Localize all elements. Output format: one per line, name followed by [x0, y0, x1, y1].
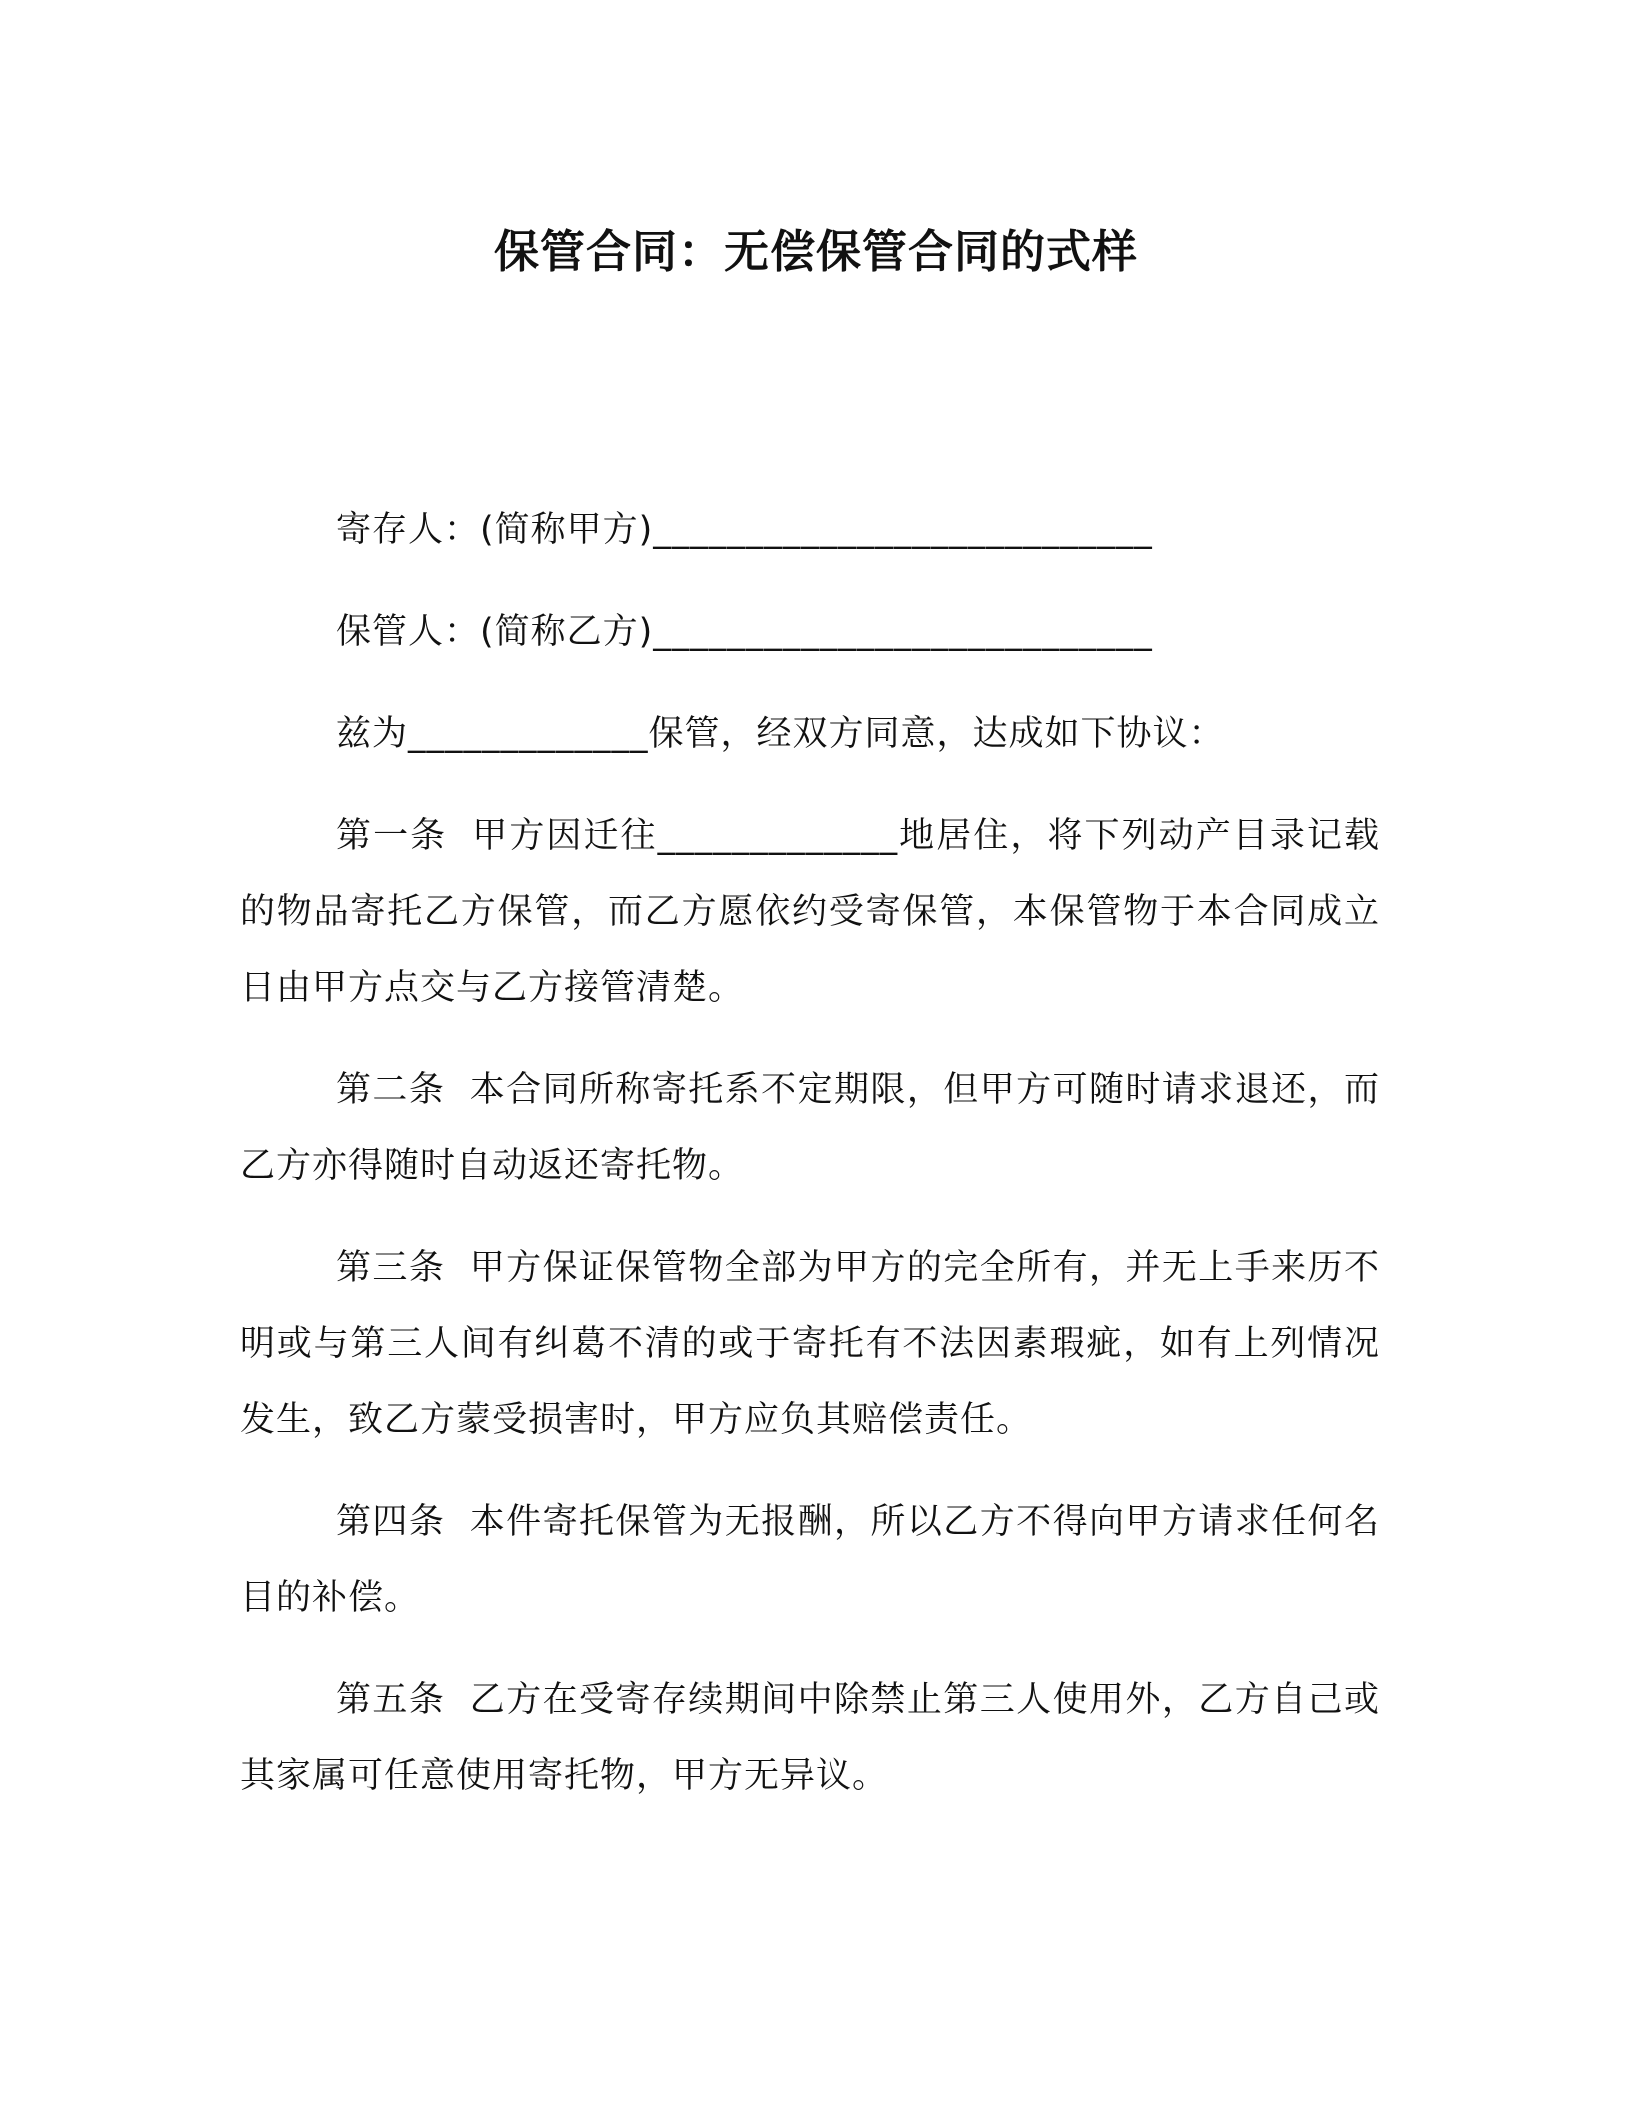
article-4	[240, 1484, 1380, 1636]
party-b-line: 保管人：(简称乙方)___________________________	[336, 612, 1153, 652]
article-1-label: 第一条	[336, 816, 448, 856]
article-5-label: 第五条	[336, 1680, 446, 1720]
article-1	[240, 798, 1380, 1026]
article-2-text: 本合同所称寄托系不定期限，但甲方可随时请求退还，而乙方亦得随时自动返还寄托物。	[240, 1070, 1380, 1186]
party-a-line: 寄存人：(简称甲方)___________________________	[336, 510, 1153, 550]
article-1-text: 甲方因迁往_____________地居住，将下列动产目录记载的物品寄托乙方保管，而乙方愿依约受寄保管，本保管物于本合同成立日由甲方点交与乙方接管清楚。	[240, 816, 1380, 1008]
article-2	[240, 1052, 1380, 1204]
article-5-text: 乙方在受寄存续期间中除禁止第三人使用外，乙方自己或其家属可任意使用寄托物，甲方无异议。	[240, 1680, 1380, 1796]
article-3-label: 第三条	[336, 1248, 446, 1288]
document-body	[240, 492, 1380, 1840]
article-4-text: 本件寄托保管为无报酬，所以乙方不得向甲方请求任何名目的补偿。	[240, 1502, 1380, 1618]
article-3	[240, 1230, 1380, 1458]
intro-line: 兹为_____________保管，经双方同意，达成如下协议：	[336, 714, 1225, 754]
article-5	[240, 1662, 1380, 1814]
article-4-label: 第四条	[336, 1502, 446, 1542]
document-title: 保管合同：无偿保管合同的式样	[493, 225, 1138, 278]
article-2-label: 第二条	[336, 1070, 446, 1110]
article-3-text: 甲方保证保管物全部为甲方的完全所有，并无上手来历不明或与第三人间有纠葛不清的或于寄托有不法因素瑕疵，如有上列情况发生，致乙方蒙受损害时，甲方应负其赔偿责任。	[240, 1248, 1380, 1440]
